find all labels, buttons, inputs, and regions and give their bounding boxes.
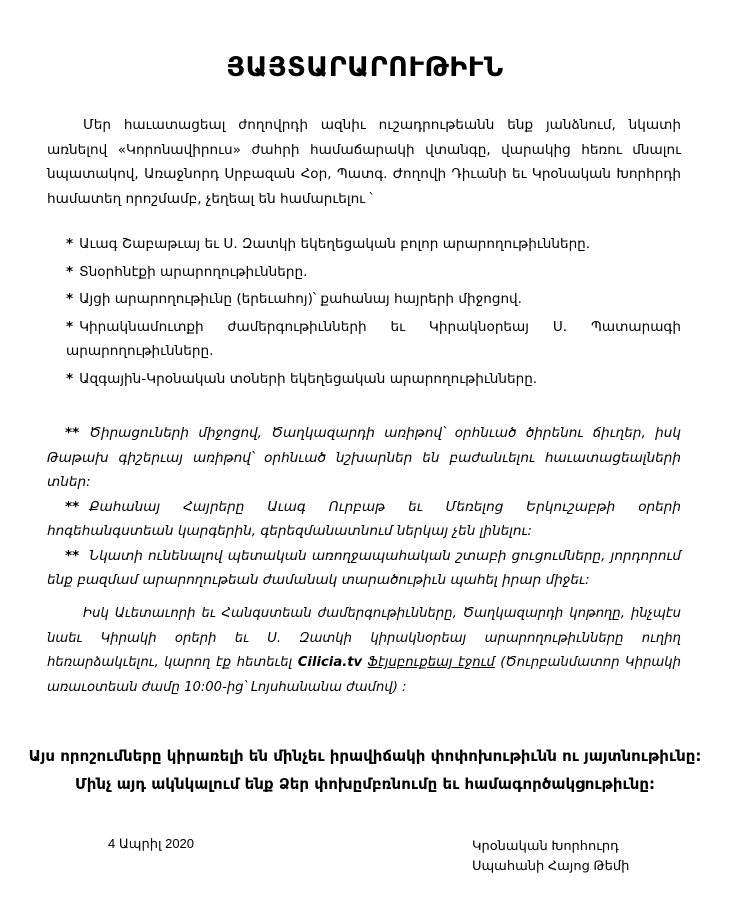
note-text: Ծիրացուների միջոցով, Ծաղկազարդի առիթով՝ օրհնւած ծիրենու ճիւղեր, իսկ Թաթախ գիշերւայ առիթով՝ օրհնւած նշխարներ են բաժանւելու հաւատացեալների տներ: <box>47 425 681 490</box>
note-paragraph <box>47 421 681 495</box>
broadcast-paragraph <box>47 602 681 700</box>
list-item-text: Այցի արարողութիւնը (երեւահոյ)՝ քահանայ հայրերի միջոցով. <box>79 291 522 307</box>
note-marker: ** <box>65 547 80 564</box>
bullet-marker: * <box>66 263 74 280</box>
cancelled-services-list <box>47 232 681 394</box>
note-marker: ** <box>65 498 80 515</box>
bullet-marker: * <box>66 370 74 387</box>
broadcast-text-after: (Ծուրբանմատոր Կիրակի առաւօտեան ժամը 10:00-ից՝ Լոյսհանանա ժամով) : <box>47 655 681 695</box>
list-item <box>47 232 681 257</box>
closing-line: Այս որոշումները կիրառելի են մինչեւ իրավիճակի փոփոխութիւնն ու յայտնութիւնը: <box>28 747 702 765</box>
note-marker: ** <box>65 425 80 441</box>
list-item-text: Աւագ Շաբաթւայ եւ Ս. Զատկի եկեղեցական բոլոր արարողութիւնները. <box>79 236 591 252</box>
bullet-marker: * <box>66 318 74 335</box>
page-title: ՅԱՅՏԱՐԱՐՈՒԹԻՒՆ <box>226 52 504 83</box>
signature-block <box>472 836 629 876</box>
note-paragraph <box>47 495 681 544</box>
broadcast-text-before: Իսկ Աւետաւորի եւ Հանգստեան ժամերգութիւնները, Ծաղկազարդի կոթողը, ինչպէս նաեւ Կիրակի օրերի եւ Ս. Զատկի կիրակնօրեայ արարողութիւնները ուղիղ հեռարձակւելու, կարող էք հետեւել <box>47 606 681 670</box>
note-paragraph <box>47 544 681 593</box>
list-item <box>47 287 681 312</box>
signature-line-1: Կրօնական Խորհուրդ <box>472 838 619 853</box>
note-text: Նկատի ունենալով պետական առողջապահական շտաբի ցուցումները, յորդորում ենք բազմամ արարողութեան ժամանակ տարածութիւն պահել իրար միջեւ: <box>47 547 681 588</box>
closing-line: Մինչ այդ ակնկալում ենք Ձեր փոխըմբռնումը եւ համագործակցութիւնը: <box>75 775 655 793</box>
bullet-marker: * <box>66 236 74 252</box>
facebook-page-link[interactable]: Ֆէյսբուքեայ էջում <box>367 655 495 670</box>
bullet-marker: * <box>66 291 74 307</box>
notes-section <box>47 421 681 593</box>
list-item-text: Ազգային-Կրօնական տօների եկեղեցական արարողութիւնները. <box>79 370 538 387</box>
list-item-text: Տնօրհնէքի արարողութիւնները. <box>79 263 308 280</box>
list-item <box>47 367 681 392</box>
cilicia-tv-link[interactable]: Cilicia.tv <box>297 655 363 670</box>
list-item <box>47 315 681 364</box>
list-item <box>47 260 681 285</box>
intro-paragraph: Մեր հաւատացեալ ժողովրդի ազնիւ ուշադրութեանն ենք յանձնում, նկատի առնելով «Կորոնավիրուս» ժահրի համաճարակի վտանգը, վարակից հեռու մնալու նպատակով, Առաջնորդ Սրբազան Հօր, Պատգ. Ժողովի Դիւանի եւ Կրօնական Խորհրդի համատեղ որոշմամբ, չեղեալ են համարւելու ՝ <box>47 117 681 207</box>
signature-line-2: Սպահանի Հայոց Թեմի <box>472 858 630 873</box>
document-date: 4 Ապրիլ 2020 <box>108 836 195 851</box>
list-item-text: Կիրակնամուտքի ժամերգութիւնների եւ Կիրակնօրեայ Ս. Պատարագի արարողութիւնները. <box>66 318 681 359</box>
closing-statement <box>0 742 730 798</box>
note-text: Քահանայ Հայրերը Աւագ Ուրբաթ եւ Մեռելոց Երկուշաբթի օրերի հոգեհանգստեան կարգերին, գերեզմանատնում ներկայ չեն լինելու: <box>47 498 681 539</box>
